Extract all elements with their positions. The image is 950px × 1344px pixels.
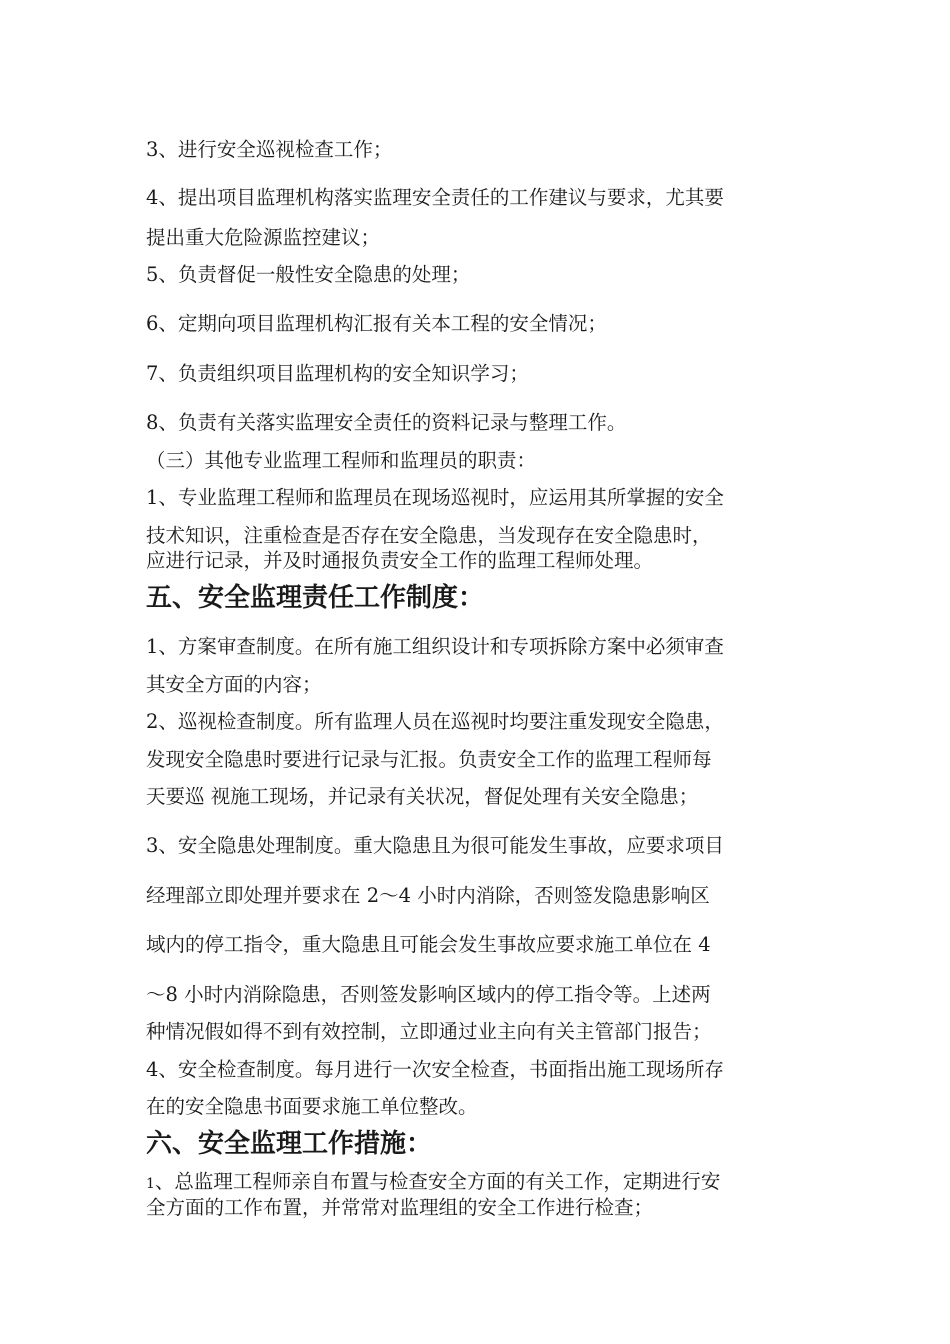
text-line: 其安全方面的内容；	[146, 673, 322, 696]
text-line: （三）其他专业监理工程师和监理员的职责：	[146, 449, 537, 472]
text-line: 天要巡 视施工现场，并记录有关状况，督促处理有关安全隐患；	[146, 785, 699, 808]
text-line: 在的安全隐患书面要求施工单位整改。	[146, 1095, 478, 1118]
text-line: 种情况假如得不到有效控制，立即通过业主向有关主管部门报告；	[146, 1020, 712, 1043]
section-heading-5: 五、安全监理责任工作制度：	[146, 583, 485, 613]
text-line: 4、提出项目监理机构落实监理安全责任的工作建议与要求，尤其要	[146, 186, 724, 209]
text-line: 提出重大危险源监控建议；	[146, 226, 381, 249]
text-line: ～8 小时内消除隐患，否则签发影响区域内的停工指令等。上述两	[146, 983, 711, 1006]
text-line: 1、专业监理工程师和监理员在现场巡视时，应运用其所掌握的安全	[146, 486, 724, 509]
text-line: 2、巡视检查制度。所有监理人员在巡视时均要注重发现安全隐患，	[146, 710, 724, 733]
list-number: 1	[146, 1176, 155, 1192]
text-line: 7、负责组织项目监理机构的安全知识学习；	[146, 362, 529, 385]
text-line: 6、定期向项目监理机构汇报有关本工程的安全情况；	[146, 312, 607, 335]
text-fragment: 、总监理工程师亲自布置与检查安全方面的有关工作，定期进行安	[154, 1170, 721, 1193]
text-line: 全方面的工作布置，并常常对监理组的安全工作进行检查；	[146, 1196, 654, 1219]
text-line: 1、方案审查制度。在所有施工组织设计和专项拆除方案中必须审查	[146, 635, 724, 658]
text-line: 发现安全隐患时要进行记录与汇报。负责安全工作的监理工程师每	[146, 748, 712, 771]
text-line: 应进行记录，并及时通报负责安全工作的监理工程师处理。	[146, 549, 654, 572]
text-line: 域内的停工指令，重大隐患且可能会发生事故应要求施工单位在 4	[146, 933, 711, 956]
text-line: 技术知识，注重检查是否存在安全隐患，当发现存在安全隐患时，	[146, 524, 712, 547]
text-line: 8、负责有关落实监理安全责任的资料记录与整理工作。	[146, 411, 627, 434]
text-line: 3、安全隐患处理制度。重大隐患且为很可能发生事故，应要求项目	[146, 834, 724, 857]
text-line: 4、安全检查制度。每月进行一次安全检查，书面指出施工现场所存	[146, 1058, 724, 1081]
text-line	[146, 1169, 720, 1197]
text-line: 5、负责督促一般性安全隐患的处理；	[146, 263, 471, 286]
text-line: 3、进行安全巡视检查工作；	[146, 138, 393, 161]
section-heading-6: 六、安全监理工作措施：	[146, 1129, 433, 1159]
text-line: 经理部立即处理并要求在 2～4 小时内消除，否则签发隐患影响区	[146, 884, 710, 907]
